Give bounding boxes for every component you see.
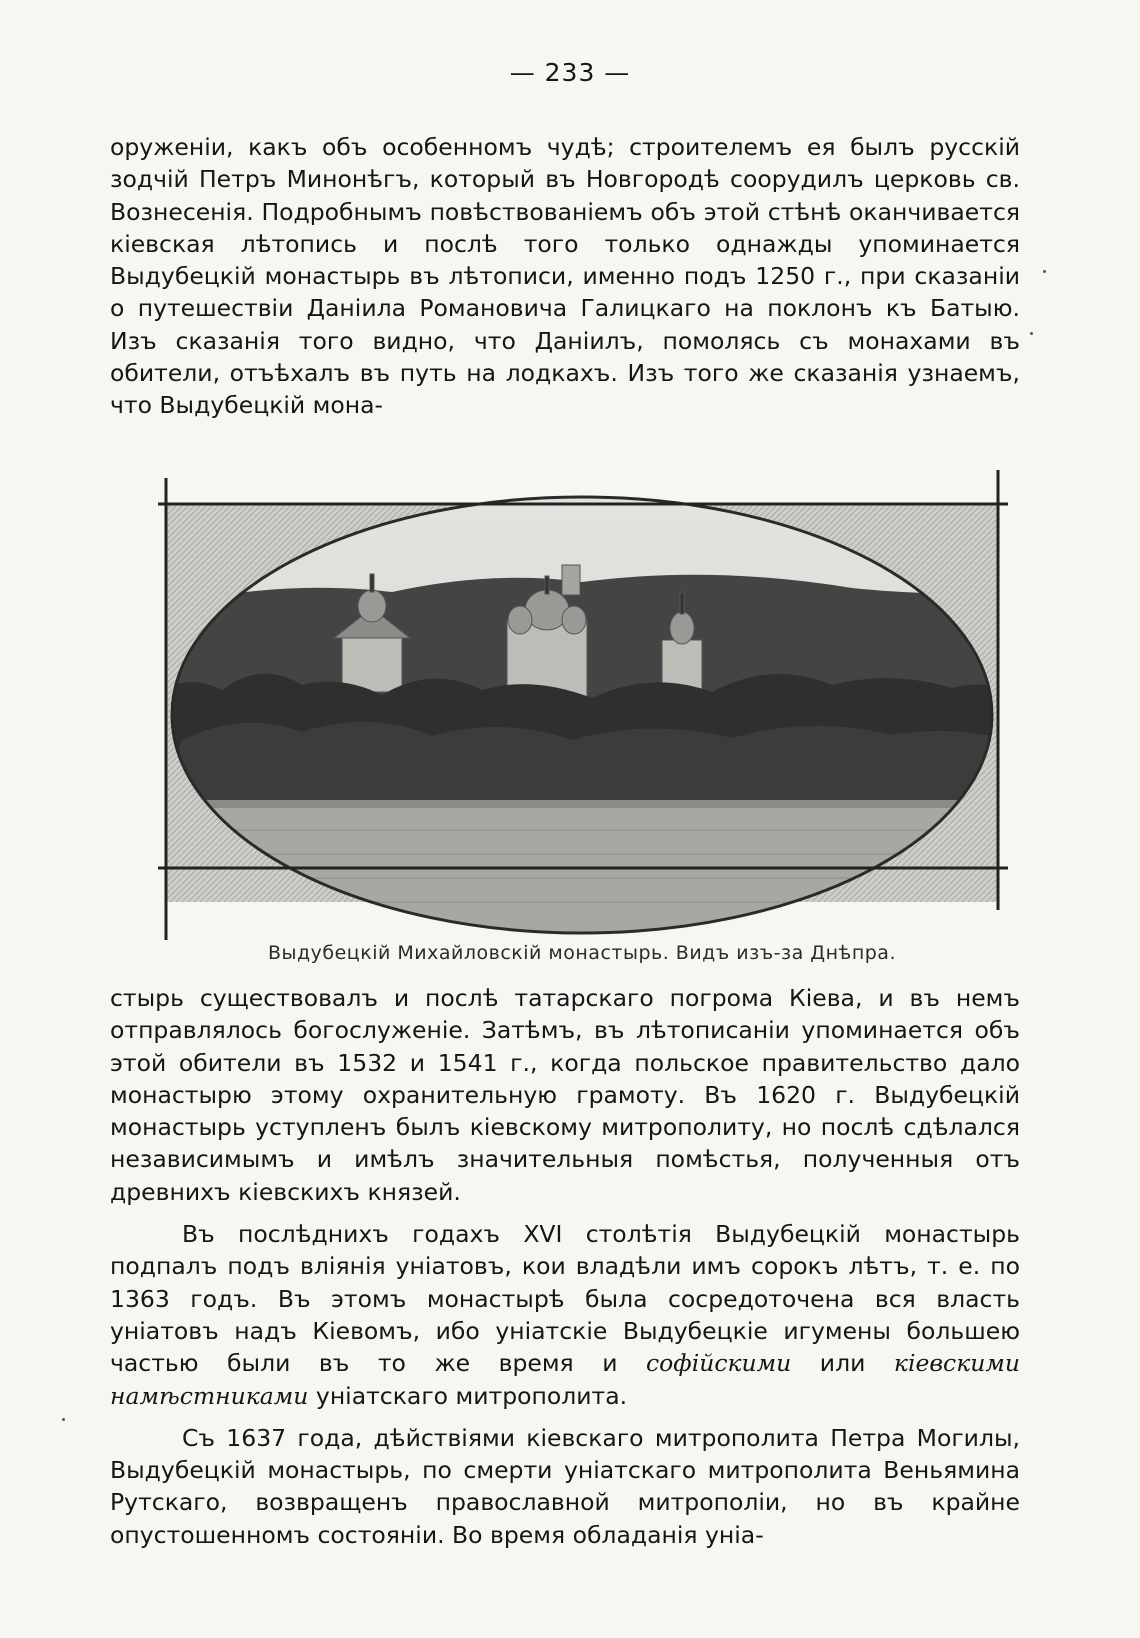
scan-speck — [1030, 332, 1033, 335]
paragraph: оруженіи, какъ объ особенномъ чудѣ; строителемъ ея былъ русскій зодчій Петръ Минонѣгъ, который въ Новгородѣ соорудилъ церковь св. Вознесенія. Подробнымъ повѣствованіемъ объ этой стѣнѣ оканчивается кіевская лѣтопись и послѣ того только однажды упоминается Выдубецкій монастырь въ лѣтописи, именно подъ 1250 г., при сказаніи о путешествіи Даніила Романовича Галицкаго на поклонъ къ Батыю. Изъ сказанія того видно, что Даніилъ, помолясь съ монахами въ обители, отъѣхалъ въ путь на лодкахъ. Изъ того же сказанія узнаемъ, что Выдубецкій мона- — [110, 133, 1020, 420]
paragraph: стырь существовалъ и послѣ татарскаго погрома Кіева, и въ немъ отправлялось богослуженіе. Затѣмъ, въ лѣтописаніи упоминается объ этой обители въ 1532 и 1541 г., когда польское правительство дало монастырю этому охранительную грамоту. Въ 1620 г. Выдубецкій монастырь уступленъ былъ кіевскому митрополиту, но послѣ сдѣлался независимымъ и имѣлъ значительныя помѣстья, полученныя отъ древнихъ кіевскихъ князей. — [110, 984, 1020, 1206]
italic-term: кіевскими намѣстниками — [110, 1349, 1020, 1410]
text-block-top — [110, 131, 1020, 422]
text-block-bottom — [110, 982, 1020, 1551]
italic-term: софійскими — [645, 1349, 792, 1378]
text-run: или — [791, 1349, 894, 1378]
scan-speck — [62, 1418, 65, 1421]
paragraph: Съ 1637 года, дѣйствіями кіевскаго митрополита Петра Могилы, Выдубецкій монастырь, по смерти уніатскаго митрополита Веньямина Рутскаго, возвращенъ православной митрополіи, но въ крайне опустошенномъ состояніи. Во время обладанія уніа- — [110, 1423, 1020, 1549]
figure-caption: Выдубецкій Михайловскій монастырь. Видъ изъ-за Днѣпра. — [267, 942, 896, 964]
scan-speck — [1043, 270, 1046, 273]
monastery-photo — [152, 470, 1012, 940]
text-run: Въ послѣднихъ годахъ XVI столѣтія Выдубецкій монастырь подпалъ подъ вліянія уніатовъ, кои владѣли имъ сорокъ лѣтъ, т. е. по 1363 годъ. Въ этомъ монастырѣ была сосредоточена вся власть уніатовъ надъ Кіевомъ, ибо уніатскіе Выдубецкіе игумены большею частью были въ то же время и — [110, 1220, 1020, 1378]
text-run: уніатскаго митрополита. — [308, 1381, 628, 1410]
paragraph — [110, 1218, 1020, 1412]
page-number: — 233 — — [509, 58, 631, 87]
figure — [152, 470, 1012, 964]
